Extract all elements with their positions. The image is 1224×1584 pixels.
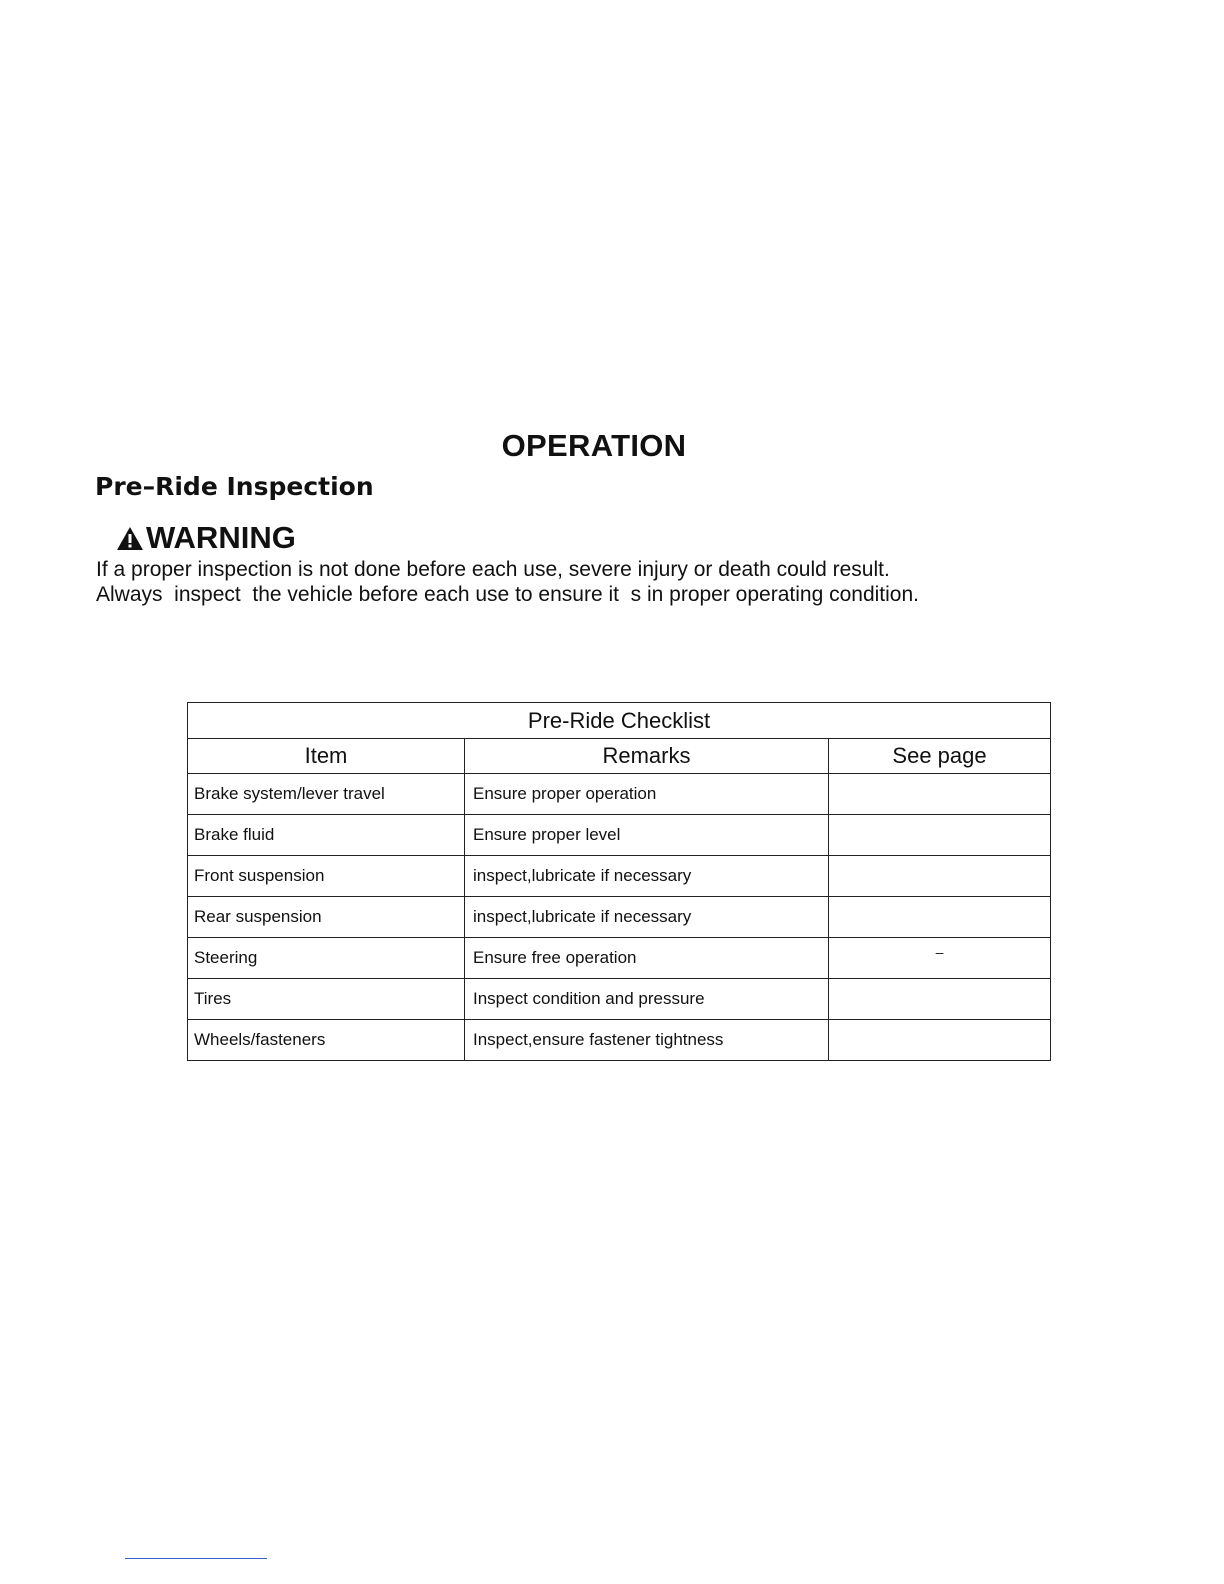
column-header-remarks: Remarks (465, 739, 829, 774)
table-row (188, 1020, 1051, 1061)
footer-rule (125, 1558, 267, 1559)
section-heading: Pre–Ride Inspection (95, 472, 374, 501)
warning-text (96, 557, 919, 607)
remarks-cell: inspect,lubricate if necessary (465, 856, 829, 897)
item-cell: Rear suspension (188, 897, 465, 938)
remarks-cell: inspect,lubricate if necessary (465, 897, 829, 938)
item-cell: Steering (188, 938, 465, 979)
table-row (188, 897, 1051, 938)
column-header-item: Item (188, 739, 465, 774)
page-title: OPERATION (501, 428, 687, 463)
item-cell: Brake fluid (188, 815, 465, 856)
item-cell: Wheels/fasteners (188, 1020, 465, 1061)
see-page-cell (829, 815, 1051, 856)
remarks-cell: Inspect,ensure fastener tightness (465, 1020, 829, 1061)
column-header-see-page: See page (829, 739, 1051, 774)
warning-triangle-icon (116, 526, 144, 551)
see-page-cell (829, 856, 1051, 897)
table-row (188, 979, 1051, 1020)
see-page-cell (829, 979, 1051, 1020)
table-row (188, 938, 1051, 979)
remarks-cell: Inspect condition and pressure (465, 979, 829, 1020)
table-title-row (188, 703, 1051, 739)
warning-line: Always inspect the vehicle before each use to ensure it s in proper operating condition. (96, 583, 919, 606)
see-page-cell: – (829, 938, 1051, 979)
table-row (188, 815, 1051, 856)
warning-label: WARNING (146, 520, 296, 555)
warning-line: If a proper inspection is not done before each use, severe injury or death could result. (96, 558, 890, 581)
see-page-cell (829, 774, 1051, 815)
table-header-row (188, 739, 1051, 774)
remarks-cell: Ensure free operation (465, 938, 829, 979)
item-cell: Front suspension (188, 856, 465, 897)
table-row (188, 856, 1051, 897)
item-cell: Brake system/lever travel (188, 774, 465, 815)
table-title: Pre-Ride Checklist (188, 703, 1051, 739)
warning-heading (116, 520, 296, 556)
see-page-cell (829, 897, 1051, 938)
see-page-cell (829, 1020, 1051, 1061)
remarks-cell: Ensure proper level (465, 815, 829, 856)
table-row (188, 774, 1051, 815)
pre-ride-checklist-table (187, 702, 1051, 1061)
remarks-cell: Ensure proper operation (465, 774, 829, 815)
item-cell: Tires (188, 979, 465, 1020)
